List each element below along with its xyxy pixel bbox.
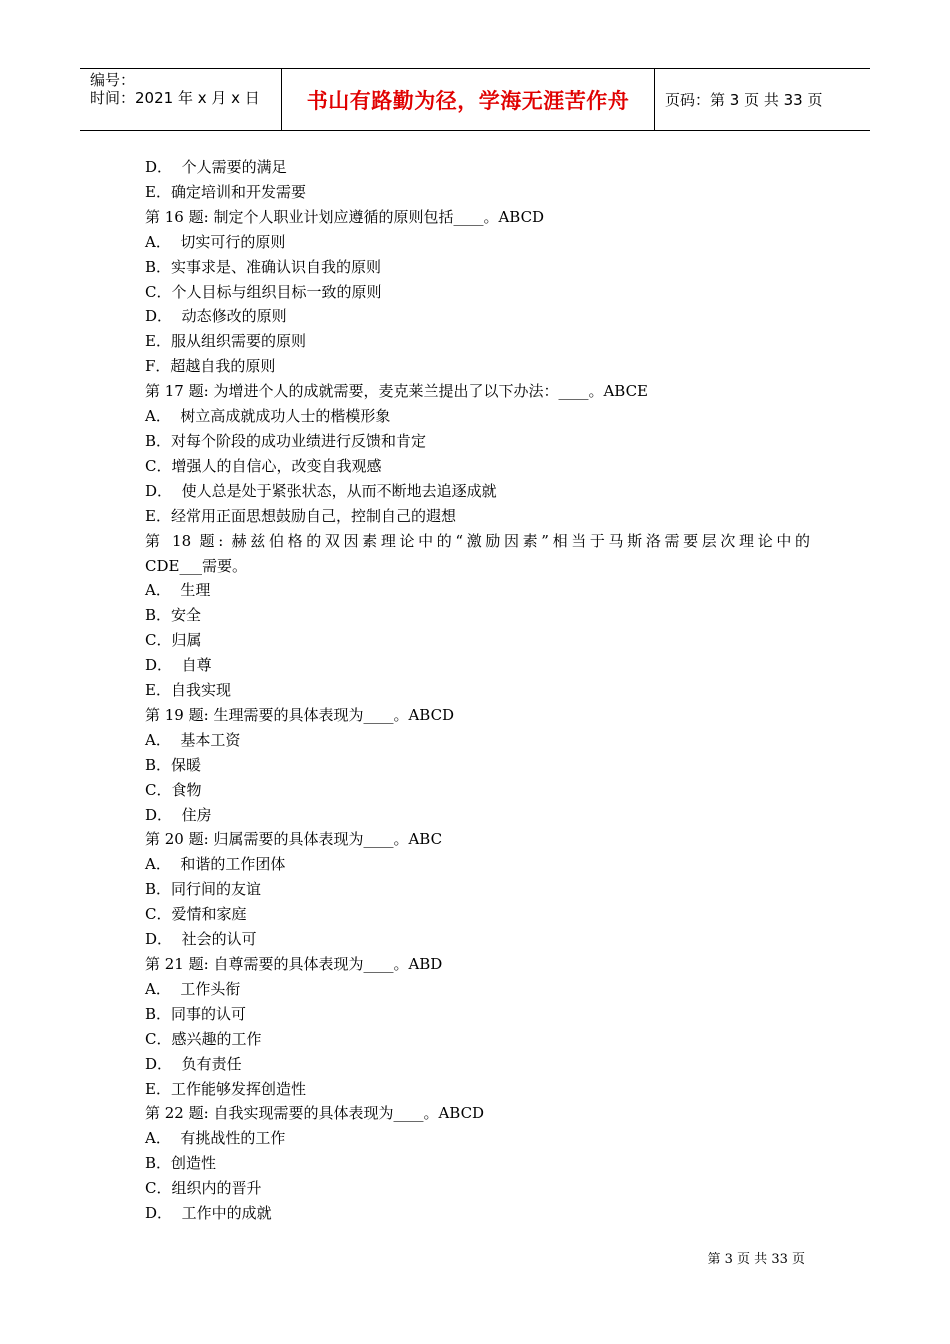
text-line: B．实事求是、准确认识自我的原则 bbox=[145, 257, 382, 276]
text-line: D． 工作中的成就 bbox=[145, 1204, 272, 1223]
text-line: C．爱情和家庭 bbox=[145, 905, 247, 924]
text-line: E．自我实现 bbox=[145, 681, 231, 700]
text-line: D． 使人总是处于紧张状态，从而不断地去追逐成就 bbox=[145, 481, 497, 500]
text-line: E．确定培训和开发需要 bbox=[145, 182, 306, 201]
text-line: B．同行间的友谊 bbox=[145, 880, 262, 899]
page-header bbox=[80, 68, 870, 131]
header-page-cell bbox=[655, 69, 870, 130]
text-line: A． 和谐的工作团体 bbox=[145, 855, 286, 874]
text-line: A． 工作头衔 bbox=[145, 979, 241, 998]
text-line: B．创造性 bbox=[145, 1154, 217, 1173]
text-line: E．服从组织需要的原则 bbox=[145, 332, 306, 351]
text-line: D． 住房 bbox=[145, 805, 212, 824]
text-line: D． 社会的认可 bbox=[145, 930, 257, 949]
text-line: C．感兴趣的工作 bbox=[145, 1029, 262, 1048]
text-line: A． 有挑战性的工作 bbox=[145, 1129, 286, 1148]
header-motto: 书山有路勤为径，学海无涯苦作舟 bbox=[306, 88, 630, 113]
time-label: 时间：2021 年 x 月 x 日 bbox=[90, 89, 260, 107]
document-body bbox=[145, 155, 810, 1226]
text-line: C．增强人的自信心，改变自我观感 bbox=[145, 456, 382, 475]
text-line: A． 基本工资 bbox=[145, 730, 241, 749]
text-line: A． 切实可行的原则 bbox=[145, 232, 286, 251]
text-line: B．同事的认可 bbox=[145, 1004, 247, 1023]
header-meta bbox=[80, 69, 280, 130]
question-line: 第 19 题: 生理需要的具体表现为____。ABCD bbox=[145, 705, 455, 724]
text-line: E．经常用正面思想鼓励自己，控制自己的遐想 bbox=[145, 506, 456, 525]
question-line-continued: CDE___需要。 bbox=[145, 556, 247, 575]
text-line: A． 生理 bbox=[145, 581, 211, 600]
text-line: B．保暖 bbox=[145, 755, 202, 774]
text-line: B．对每个阶段的成功业绩进行反馈和肯定 bbox=[145, 431, 427, 450]
header-page-info: 页码：第 3 页 共 33 页 bbox=[665, 90, 823, 109]
text-line: E．工作能够发挥创造性 bbox=[145, 1079, 306, 1098]
text-line: C．食物 bbox=[145, 780, 202, 799]
text-line: B．安全 bbox=[145, 606, 202, 625]
text-line: A． 树立高成就成功人士的楷模形象 bbox=[145, 407, 391, 426]
question-line: 第 21 题: 自尊需要的具体表现为____。ABD bbox=[145, 955, 443, 973]
text-line: D． 个人需要的满足 bbox=[145, 158, 287, 176]
header-motto-cell bbox=[281, 69, 655, 130]
text-line: D． 自尊 bbox=[145, 656, 212, 675]
text-line: C．归属 bbox=[145, 631, 202, 650]
question-line: 第 20 题: 归属需要的具体表现为____。ABC bbox=[145, 830, 443, 849]
question-line: 第 18 题: 赫兹伯格的双因素理论中的“激励因素”相当于马斯洛需要层次理论中的 bbox=[145, 531, 810, 550]
question-line: 第 16 题: 制定个人职业计划应遵循的原则包括____。ABCD bbox=[145, 207, 545, 226]
text-line: D． 动态修改的原则 bbox=[145, 307, 287, 326]
text-line: D． 负有责任 bbox=[145, 1054, 242, 1073]
page-footer: 第 3 页 共 33 页 bbox=[707, 1252, 805, 1267]
question-line: 第 17 题: 为增进个人的成就需要，麦克莱兰提出了以下办法：____。ABCE bbox=[145, 382, 649, 401]
text-line: F．超越自我的原则 bbox=[145, 357, 276, 376]
text-line: C．组织内的晋升 bbox=[145, 1179, 262, 1198]
number-label: 编号： bbox=[90, 71, 136, 89]
text-line: C．个人目标与组织目标一致的原则 bbox=[145, 282, 382, 301]
question-line: 第 22 题: 自我实现需要的具体表现为____。ABCD bbox=[145, 1104, 485, 1123]
